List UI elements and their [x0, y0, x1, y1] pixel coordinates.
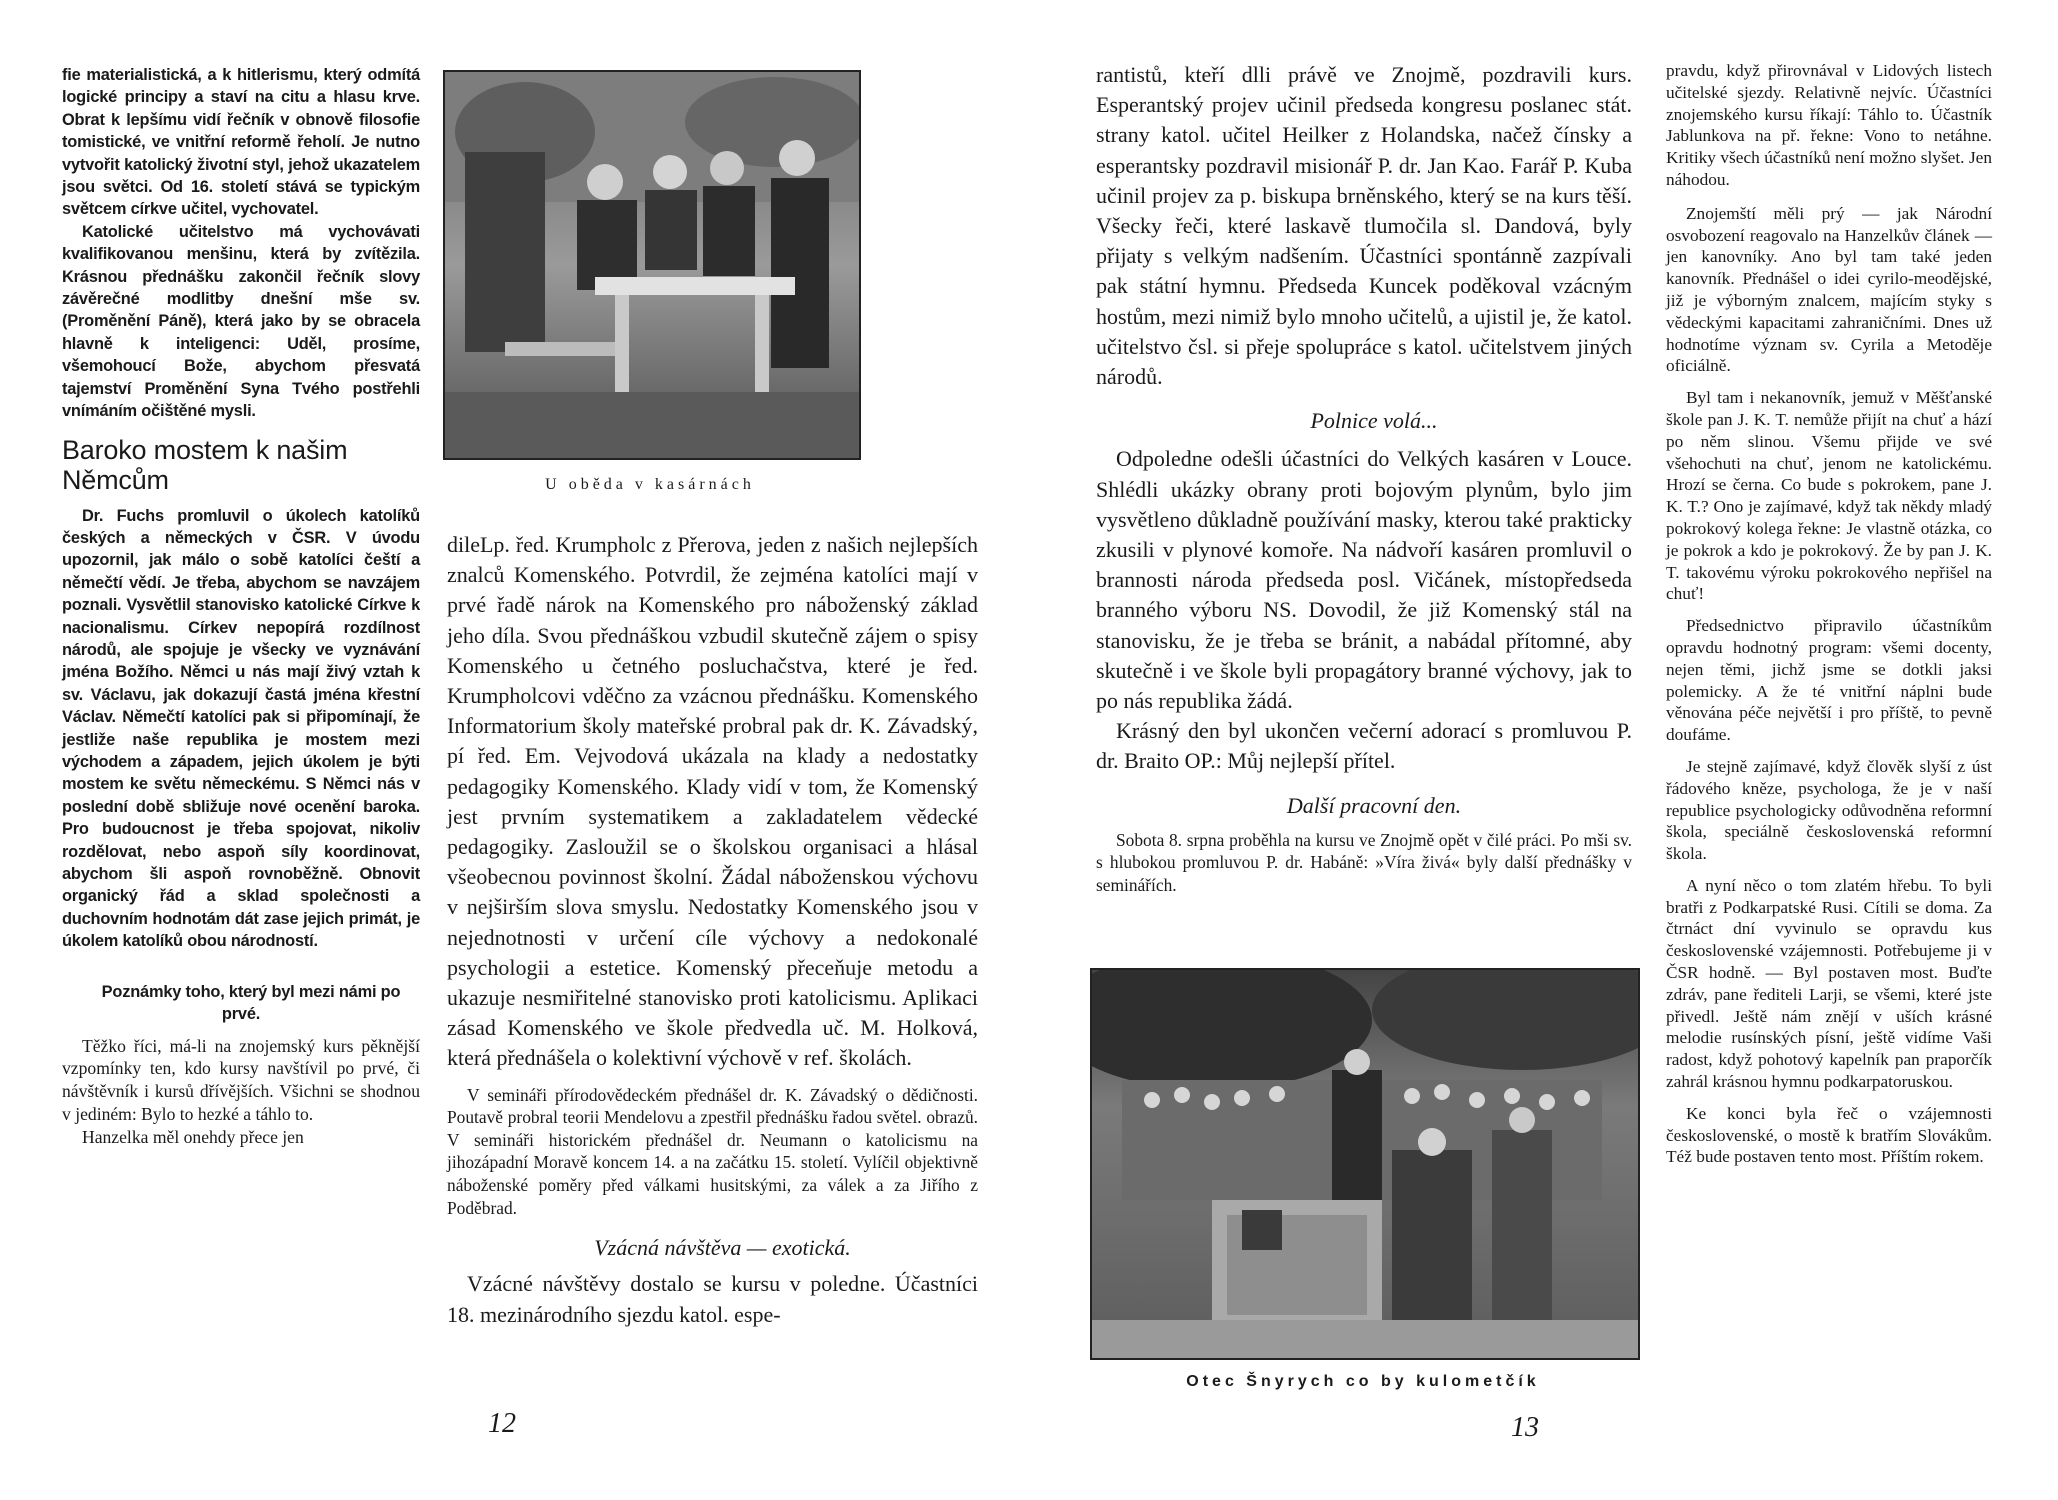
- paragraph: rantistů, kteří dlli právě ve Znojmě, pozdravili kurs. Esperantský projev učinil předseda kongresu poslanec stát. strany katol. učitel Heilker z Holandska, načež čínsky a esperantsky pozdravil misionář P. dr. Jan Kao. Farář P. Kuba učinil projev za p. biskupa brněnského, který se na kurs těší. Všecky řeči, které laskavě tlumočila sl. Dandová, byly přijaty s velkým nadšením. Účastníci spontánně zazpívali pak státní hymnu. Předseda Kuncek poděkoval vzácným hostům, mezi nimiž bylo mnoho učitelů, a ujistil je, že katol. učitelstvo čsl. si přeje spolupráce s katol. učitelstvem jiných národů.: [1096, 62, 1632, 390]
- article-subheading: Poznámky toho, který byl mezi námi po prvé.: [101, 982, 401, 1023]
- paragraph: Je stejně zajímavé, když člověk slyší z úst řádového kněze, psychologa, že je v naší republice psychologicky odůvodněna reformní škola, speciálně československá reformní škola.: [1666, 756, 1992, 864]
- paragraph: Znojemští měli prý — jak Národní osvobození reagovalo na Hanzelkův článek — jen kanovníky. Ano byl tam také jeden kanovník. Přednášel o idei cyrilo-meodějské, již je výborným znalcem, majícím styky s vědeckými kapacitami zahraničními. Dnes už hodnotíme význam sv. Cyrila a Metoděje oficiálně.: [1666, 203, 1992, 376]
- paragraph: A nyní něco o tom zlatém hřebu. To byli bratři z Podkarpatské Rusi. Cítili se doma. Za čtrnáct dní vyvinulo se opravdu kus československé vzájemnosti. Potřebujeme ji v ČSR hodně. — Byl postaven most. Buďte zdráv, pane řediteli Larji, se všemi, které jste přivedl. Ještě nám znějí v uších krásné melodie rusínských písní, ještě vidíme Vaši radost, když pohotový kapelník pan praporčík zahrál krásnou hymnu podkarpatoruskou.: [1666, 875, 1992, 1092]
- paragraph: Odpoledne odešli účastníci do Velkých kasáren v Louce. Shlédli ukázky obrany proti bojovým plynům, bylo jim vysvětleno důkladně používání masky, kterou také prakticky zkusili v plynové komoře. Na nádvoří kasáren promluvil o brannosti národa předseda posl. Vičánek, místopředseda branného výboru NS. Dovodil, že již Komenský stál na stanovisku, že je třeba se bránit, a nabádal přítomné, aby skutečně i ve škole byli propagátory branné výchovy, jak to po nás republika žádá.: [1096, 446, 1632, 714]
- paragraph: Katolické učitelstvo má vychovávati kvalifikovanou menšinu, která by zvítězila. Krásnou přednášku zakončil řečník slovy závěrečné modlitby dnešní mše sv. (Proměnění Páně), která jako by se obracela hlavně k inteligenci: Uděl, prosíme, všemohoucí Bože, abychom přesvatá tajemství Proměnění Syna Tvého postřehli vnímáním očištěné mysli.: [62, 222, 420, 421]
- photo-priest-machine-gunner: [1090, 968, 1640, 1360]
- paragraph: fie materialistická, a k hitlerismu, který odmítá logické principy a staví na citu a hlasu krve. Obrat k lepšímu vidí řečník v obnově filosofie tomistické, ve vnitřní reformě řeholí. Je nutno vytvořit katolický životní styl, jehož ukazatelem jsou světci. Od 16. století stává se typickým světcem církve učitel, vychovatel.: [62, 66, 420, 219]
- left-page-column-2: [447, 530, 978, 1330]
- paragraph: Sobota 8. srpna proběhla na kursu ve Znojmě opět v čilé práci. Po mši sv. s hlubokou promluvou P. dr. Habáně: »Víra živá« byly další přednášky v seminářích.: [1096, 829, 1632, 896]
- page-number: 12: [488, 1408, 516, 1439]
- right-page: [1029, 0, 2058, 1500]
- photo-caption: Otec Šnyrych co by kulometčík: [1186, 1373, 1540, 1390]
- page-number: 13: [1511, 1412, 1539, 1443]
- paragraph: Krásný den byl ukončen večerní adorací s promluvou P. dr. Braito OP.: Můj nejlepší přítel.: [1096, 718, 1632, 774]
- photo-image: [1092, 970, 1638, 1358]
- photo-caption: U oběda v kasárnách: [545, 476, 755, 493]
- right-page-column-2: [1666, 60, 1992, 1168]
- paragraph: Těžko říci, má-li na znojemský kurs pěknější vzpomínky ten, kdo kursy navštívil po prvé, či návštěvník i kursů dřívějších. Všichni se shodnou v jediném: Bylo to hezké a táhlo to.: [62, 1035, 420, 1125]
- paragraph: Byl tam i nekanovník, jemuž v Měšťanské škole pan J. K. T. nemůže přijít na chuť a hází po něm slinou. Všemu přijde ve své všehochuti na chuť, jenom ne katolickému. Hrozí se černa. Co bude s pokrokem, pane J. K. T.? Ono je zajímavé, když tak někdy mladý pokrokový kolega řekne: Je vlastně otázka, co je pokrok a kdo je pokrokový. Že by pan J. K. T. takovému výroku pokrokového nepřišel na chuť!: [1666, 388, 1992, 604]
- paragraph: Předsednictvo připravilo účastníkům opravdu hodnotný program: všemi docenty, nejen těmi, jichž jsme se dotkli jaksi polemicky. A že té vnitřní náplni bude věnována péče největší i pro příště, to pevně doufáme.: [1666, 616, 1992, 745]
- paragraph: Hanzelka měl onehdy přece jen: [82, 1126, 304, 1147]
- paragraph: Dr. Fuchs promluvil o úkolech katolíků českých a německých v ČSR. V úvodu upozornil, jak málo o sobě katolíci čeští a němečtí vědí. Je třeba, abychom se navzájem poznali. Vysvětlil stanovisko katolické Církve k nacionalismu. Církev nepopírá rozdílnost národů, ale spojuje je všecky ve vyznávání jména Božího. Němci u nás mají živý vztah k sv. Václavu, jak dokazují častá jména křestní Václav. Němečtí katolíci pak si připomínají, že jestliže naše republika je mostem mezi východem a západem, jejich úkolem je býti mostem ke světu německému. S Němci nás v poslední době sbližuje nové ocenění baroka. Pro budoucnost je třeba spojovat, nikoliv rozdělovat, nebo aspoň síly koordinovat, abychom šli aspoň rovnoběžně. Obnovit organický řád a sklad společnosti a duchovním hodnotám dát zase jejich primát, je úkolem katolíků obou národností.: [62, 506, 420, 951]
- paragraph: dileLp. řed. Krumpholc z Přerova, jeden z našich nejlepších znalců Komenského. Potvrdil, že zejména katolíci mají v prvé řadě nárok na Komenského pro náboženský základ jeho díla. Svou přednáškou vzbudil skutečně zájem o spisy Komenského u četného posluchačstva, které je řed. Krumpholcovi vděčno za vzácnou přednášku. Komenského Informatorium školy mateřské probral pak dr. K. Závadský, pí řed. Em. Vejvodová ukázala na klady a nedostatky pedagogiky Komenského. Klady vidí v tom, že Komenský jest prvním systematikem a zakladatelem vědecké pedagogiky. Zasloužil se o školskou organisaci a hlásal všeobecnou povinnost školní. Žádal náboženskou výchovu v nejširším slova smyslu. Nedostatky Komenského jsou v nejednotnosti v určení cíle výchovy a nedokonalé psychologii a estetice. Komenský přeceňuje metodu a ukazuje nesmiřitelné stanovisko proti katolicismu. Aplikaci zásad Komenského ve škole předvedla uč. M. Holková, která přednášela o kolektivní výchově v ref. školách.: [447, 532, 978, 1071]
- section-title: Další pracovní den.: [1286, 792, 1462, 818]
- article-heading: Baroko mostem k našim Němcům: [62, 434, 348, 495]
- photo-soldiers-at-lunch: [443, 70, 861, 460]
- paragraph: Vzácné návštěvy dostalo se kursu v poledne. Účastníci 18. mezinárodního sjezdu katol. espe-: [447, 1271, 978, 1327]
- paragraph: pravdu, když přirovnával v Lidových listech učitelské sjezdy. Relativně nejvíc. Účastníci znojemského kursu říkají: Táhlo to. Účastník Jablunkova na př. řekne: Vono to netáhne. Kritiky všech účastníků není možno slyšet. Jen náhodou.: [1666, 61, 1992, 189]
- section-title: Polnice volá...: [1310, 408, 1438, 434]
- left-page-column-1: [62, 64, 420, 1149]
- paragraph: Ke konci byla řeč o vzájemnosti československé, o mostě k bratřím Slovákům. Též bude postaven tento most. Příštím rokem.: [1666, 1103, 1992, 1167]
- section-title: Vzácná návštěva — exotická.: [594, 1235, 851, 1261]
- right-page-column-1: [1096, 60, 1632, 897]
- paragraph: V semináři přírodovědeckém přednášel dr. K. Závadský o dědičnosti. Poutavě probral teorii Mendelovu a zpestřil přednášku řadou světel. obrazů. V semináři historickém přednášel dr. Neumann o katolicismu na jihozápadní Moravě koncem 14. a na začátku 15. století. Vylíčil objektivně náboženské poměry před válkami husitskými, za válek a za Jiřího z Poděbrad.: [447, 1084, 978, 1218]
- photo-image: [445, 72, 859, 458]
